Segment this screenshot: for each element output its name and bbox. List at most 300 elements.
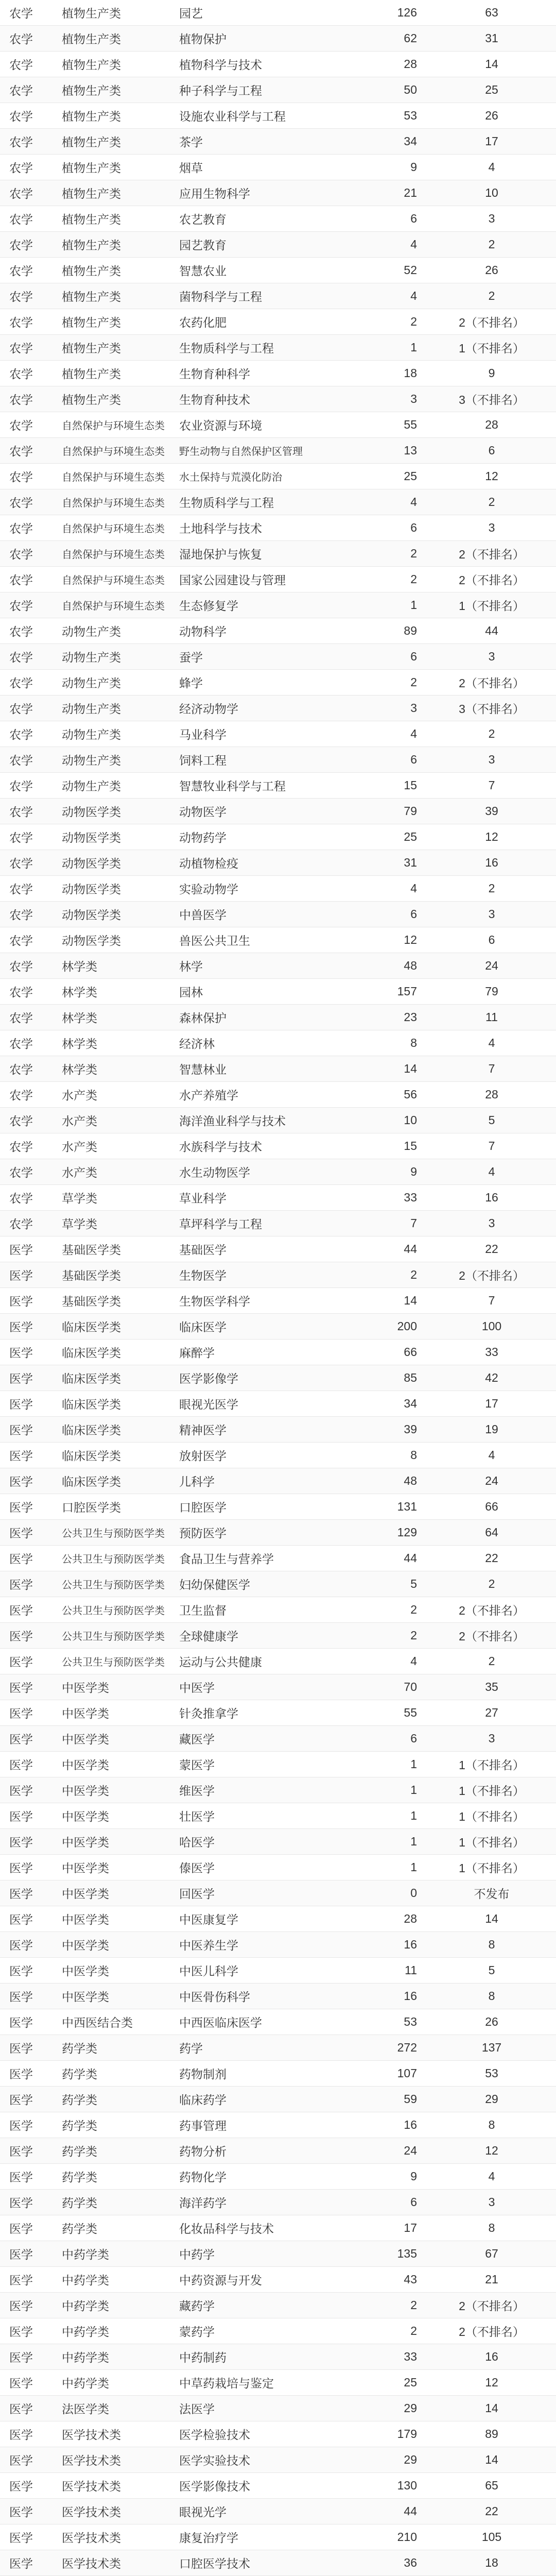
major-cell: 中草药栽培与鉴定 [170,2370,324,2396]
discipline-cell: 农学 [0,953,53,979]
count-cell: 1 [324,592,427,618]
table-row [0,386,556,412]
table-row [0,155,556,180]
count-cell: 89 [324,618,427,644]
table-row [0,309,556,335]
count-cell: 2 [324,541,427,567]
major-cell: 药学 [170,2035,324,2061]
category-cell: 医学技术类 [53,2499,170,2524]
major-cell: 智慧牧业科学与工程 [170,773,324,799]
ranked-cell: 63 [427,0,556,26]
ranked-cell: 1（不排名） [427,592,556,618]
major-cell: 医学影像学 [170,1365,324,1391]
ranked-cell: 7 [427,773,556,799]
ranked-cell: 79 [427,979,556,1005]
count-cell: 44 [324,1236,427,1262]
major-cell: 麻醉学 [170,1340,324,1365]
table-row [0,2112,556,2138]
table-row [0,1571,556,1597]
major-cell: 水族科学与技术 [170,1133,324,1159]
count-cell: 9 [324,1159,427,1185]
category-cell: 药学类 [53,2215,170,2241]
major-cell: 临床医学 [170,1314,324,1340]
category-cell: 动物医学类 [53,824,170,850]
table-row [0,438,556,464]
discipline-cell: 农学 [0,670,53,696]
category-cell: 水产类 [53,1082,170,1108]
count-cell: 56 [324,1082,427,1108]
ranked-cell: 44 [427,618,556,644]
category-cell: 自然保护与环境生态类 [53,464,170,489]
major-cell: 野生动物与自然保护区管理 [170,438,324,464]
table-row [0,1365,556,1391]
count-cell: 4 [324,283,427,309]
count-cell: 43 [324,2267,427,2293]
count-cell: 52 [324,258,427,283]
ranked-cell: 17 [427,1391,556,1417]
category-cell: 口腔医学类 [53,1494,170,1520]
discipline-cell: 医学 [0,1520,53,1546]
table-row [0,2009,556,2035]
category-cell: 林学类 [53,953,170,979]
ranked-cell: 3 [427,515,556,541]
major-cell: 实验动物学 [170,876,324,902]
discipline-cell: 农学 [0,1211,53,1236]
category-cell: 中医学类 [53,1829,170,1855]
table-row [0,2344,556,2370]
ranked-cell: 11 [427,1005,556,1030]
discipline-cell: 农学 [0,541,53,567]
count-cell: 14 [324,1288,427,1314]
discipline-cell: 农学 [0,52,53,77]
category-cell: 基础医学类 [53,1288,170,1314]
count-cell: 272 [324,2035,427,2061]
ranked-cell: 1（不排名） [427,1803,556,1829]
count-cell: 3 [324,696,427,721]
discipline-cell: 农学 [0,1159,53,1185]
discipline-cell: 农学 [0,335,53,361]
count-cell: 44 [324,1546,427,1571]
major-cell: 烟草 [170,155,324,180]
discipline-cell: 医学 [0,2473,53,2499]
count-cell: 53 [324,103,427,129]
table-row [0,1082,556,1108]
category-cell: 中医学类 [53,1726,170,1752]
category-cell: 植物生产类 [53,155,170,180]
category-cell: 中医学类 [53,1674,170,1700]
discipline-cell: 医学 [0,1880,53,1906]
major-cell: 蒙医学 [170,1752,324,1777]
category-cell: 医学技术类 [53,2421,170,2447]
count-cell: 24 [324,2138,427,2164]
major-cell: 医学实验技术 [170,2447,324,2473]
major-cell: 中兽医学 [170,902,324,927]
count-cell: 2 [324,1262,427,1288]
category-cell: 中西医结合类 [53,2009,170,2035]
category-cell: 植物生产类 [53,309,170,335]
category-cell: 公共卫生与预防医学类 [53,1571,170,1597]
table-row [0,1777,556,1803]
ranked-cell: 3 [427,644,556,670]
major-cell: 农业资源与环境 [170,412,324,438]
ranked-cell: 24 [427,953,556,979]
discipline-cell: 农学 [0,644,53,670]
count-cell: 25 [324,464,427,489]
ranked-cell: 28 [427,1082,556,1108]
major-cell: 茶学 [170,129,324,155]
category-cell: 植物生产类 [53,335,170,361]
table-row [0,1597,556,1623]
major-cell: 草坪科学与工程 [170,1211,324,1236]
ranked-cell: 22 [427,1546,556,1571]
table-row [0,52,556,77]
major-cell: 海洋药学 [170,2190,324,2215]
count-cell: 34 [324,129,427,155]
discipline-cell: 农学 [0,206,53,232]
discipline-cell: 医学 [0,2499,53,2524]
count-cell: 2 [324,1597,427,1623]
category-cell: 基础医学类 [53,1236,170,1262]
ranked-cell: 2（不排名） [427,2318,556,2344]
major-cell: 藏医学 [170,1726,324,1752]
category-cell: 动物生产类 [53,670,170,696]
ranked-cell: 16 [427,1185,556,1211]
count-cell: 33 [324,1185,427,1211]
ranked-cell: 1（不排名） [427,1752,556,1777]
discipline-cell: 医学 [0,1494,53,1520]
major-cell: 眼视光学 [170,2499,324,2524]
major-cell: 口腔医学 [170,1494,324,1520]
ranked-cell: 19 [427,1417,556,1443]
table-row [0,1314,556,1340]
discipline-cell: 农学 [0,489,53,515]
table-row [0,2035,556,2061]
count-cell: 66 [324,1340,427,1365]
discipline-cell: 医学 [0,1958,53,1984]
discipline-cell: 医学 [0,2293,53,2318]
count-cell: 29 [324,2447,427,2473]
discipline-cell: 农学 [0,721,53,747]
major-cell: 水产养殖学 [170,1082,324,1108]
table-row [0,2138,556,2164]
category-cell: 自然保护与环境生态类 [53,567,170,592]
ranked-cell: 4 [427,155,556,180]
category-cell: 动物医学类 [53,850,170,876]
discipline-cell: 农学 [0,258,53,283]
discipline-cell: 农学 [0,696,53,721]
count-cell: 1 [324,1855,427,1880]
major-cell: 草业科学 [170,1185,324,1211]
category-cell: 医学技术类 [53,2524,170,2550]
discipline-cell: 农学 [0,77,53,103]
count-cell: 59 [324,2087,427,2112]
discipline-cell: 医学 [0,2035,53,2061]
count-cell: 2 [324,309,427,335]
discipline-cell: 医学 [0,2370,53,2396]
discipline-cell: 医学 [0,1365,53,1391]
major-cell: 医学影像技术 [170,2473,324,2499]
table-row [0,77,556,103]
major-cell: 法医学 [170,2396,324,2421]
ranked-cell: 8 [427,2215,556,2241]
discipline-cell: 医学 [0,1314,53,1340]
discipline-cell: 医学 [0,2061,53,2087]
discipline-cell: 农学 [0,1108,53,1133]
category-cell: 动物医学类 [53,902,170,927]
ranked-cell: 2（不排名） [427,309,556,335]
category-cell: 临床医学类 [53,1468,170,1494]
major-cell: 中医养生学 [170,1932,324,1958]
category-cell: 基础医学类 [53,1262,170,1288]
table-row [0,747,556,773]
count-cell: 6 [324,206,427,232]
ranked-cell: 3 [427,2190,556,2215]
discipline-cell: 医学 [0,1443,53,1468]
discipline-cell: 医学 [0,1649,53,1674]
count-cell: 17 [324,2215,427,2241]
ranked-cell: 1（不排名） [427,1829,556,1855]
ranked-cell: 3（不排名） [427,386,556,412]
count-cell: 10 [324,1108,427,1133]
ranked-cell: 17 [427,129,556,155]
discipline-cell: 医学 [0,2344,53,2370]
major-cell: 农艺教育 [170,206,324,232]
ranked-cell: 14 [427,2447,556,2473]
major-cell: 兽医公共卫生 [170,927,324,953]
table-row [0,180,556,206]
discipline-cell: 医学 [0,1391,53,1417]
major-cell: 生物质科学与工程 [170,335,324,361]
discipline-cell: 医学 [0,1752,53,1777]
category-cell: 植物生产类 [53,232,170,258]
category-cell: 自然保护与环境生态类 [53,489,170,515]
discipline-cell: 农学 [0,927,53,953]
category-cell: 自然保护与环境生态类 [53,438,170,464]
count-cell: 25 [324,824,427,850]
ranked-cell: 2 [427,489,556,515]
major-cell: 中医康复学 [170,1906,324,1932]
major-cell: 哈医学 [170,1829,324,1855]
table-row [0,824,556,850]
table-row [0,2550,556,2576]
category-cell: 植物生产类 [53,77,170,103]
ranked-cell: 24 [427,1468,556,1494]
discipline-cell: 农学 [0,824,53,850]
category-cell: 临床医学类 [53,1443,170,1468]
table-row [0,1211,556,1236]
major-cell: 经济林 [170,1030,324,1056]
table-row [0,2370,556,2396]
ranked-cell: 2（不排名） [427,670,556,696]
count-cell: 70 [324,1674,427,1700]
table-row [0,1236,556,1262]
major-cell: 回医学 [170,1880,324,1906]
major-cell: 森林保护 [170,1005,324,1030]
ranked-cell: 7 [427,1056,556,1082]
major-cell: 动物科学 [170,618,324,644]
discipline-cell: 农学 [0,283,53,309]
table-row [0,232,556,258]
major-cell: 智慧农业 [170,258,324,283]
discipline-cell: 医学 [0,2190,53,2215]
category-cell: 中药学类 [53,2344,170,2370]
ranked-cell: 2（不排名） [427,567,556,592]
table-row [0,721,556,747]
discipline-cell: 农学 [0,129,53,155]
major-cell: 儿科学 [170,1468,324,1494]
count-cell: 2 [324,2318,427,2344]
major-cell: 生物医学科学 [170,1288,324,1314]
count-cell: 8 [324,1030,427,1056]
table-row [0,1803,556,1829]
ranked-cell: 22 [427,1236,556,1262]
category-cell: 水产类 [53,1159,170,1185]
ranked-cell: 7 [427,1133,556,1159]
major-cell: 种子科学与工程 [170,77,324,103]
count-cell: 33 [324,2344,427,2370]
count-cell: 85 [324,1365,427,1391]
count-cell: 28 [324,52,427,77]
table-row [0,335,556,361]
ranked-cell: 3 [427,1726,556,1752]
ranked-cell: 26 [427,103,556,129]
category-cell: 临床医学类 [53,1391,170,1417]
discipline-cell: 农学 [0,592,53,618]
table-row [0,1855,556,1880]
count-cell: 1 [324,1777,427,1803]
count-cell: 29 [324,2396,427,2421]
major-cell: 中医学 [170,1674,324,1700]
category-cell: 水产类 [53,1108,170,1133]
count-cell: 21 [324,180,427,206]
count-cell: 2 [324,670,427,696]
category-cell: 中医学类 [53,1906,170,1932]
major-cell: 维医学 [170,1777,324,1803]
count-cell: 6 [324,902,427,927]
ranked-cell: 35 [427,1674,556,1700]
ranked-cell: 7 [427,1288,556,1314]
count-cell: 23 [324,1005,427,1030]
discipline-cell: 医学 [0,1803,53,1829]
ranked-cell: 89 [427,2421,556,2447]
discipline-cell: 医学 [0,2138,53,2164]
table-row [0,670,556,696]
table-row [0,2215,556,2241]
major-cell: 妇幼保健医学 [170,1571,324,1597]
table-row [0,1391,556,1417]
count-cell: 179 [324,2421,427,2447]
count-cell: 48 [324,1468,427,1494]
category-cell: 自然保护与环境生态类 [53,412,170,438]
discipline-cell: 医学 [0,1262,53,1288]
ranked-cell: 1（不排名） [427,1777,556,1803]
major-cell: 饲料工程 [170,747,324,773]
ranked-cell: 31 [427,26,556,52]
table-row [0,283,556,309]
table-row [0,2061,556,2087]
major-cell: 生态修复学 [170,592,324,618]
table-row [0,2318,556,2344]
category-cell: 中医学类 [53,1700,170,1726]
count-cell: 1 [324,335,427,361]
table-row [0,1984,556,2009]
count-cell: 4 [324,876,427,902]
table-row [0,1417,556,1443]
count-cell: 4 [324,721,427,747]
table-row [0,464,556,489]
major-cell: 马业科学 [170,721,324,747]
ranked-cell: 2（不排名） [427,541,556,567]
category-cell: 动物生产类 [53,644,170,670]
discipline-cell: 农学 [0,1056,53,1082]
major-cell: 生物育种科学 [170,361,324,386]
discipline-cell: 农学 [0,902,53,927]
ranked-cell: 2（不排名） [427,1597,556,1623]
count-cell: 1 [324,1752,427,1777]
major-cell: 生物育种技术 [170,386,324,412]
table-row [0,1262,556,1288]
table-row [0,1288,556,1314]
discipline-cell: 医学 [0,1571,53,1597]
count-cell: 18 [324,361,427,386]
major-cell: 中药资源与开发 [170,2267,324,2293]
category-cell: 植物生产类 [53,206,170,232]
ranked-cell: 1（不排名） [427,335,556,361]
table-row [0,1674,556,1700]
ranked-cell: 2 [427,1571,556,1597]
major-cell: 壮医学 [170,1803,324,1829]
major-cell: 动物医学 [170,799,324,824]
category-cell: 植物生产类 [53,26,170,52]
category-cell: 公共卫生与预防医学类 [53,1623,170,1649]
count-cell: 2 [324,567,427,592]
discipline-cell: 医学 [0,1932,53,1958]
major-cell: 药物制剂 [170,2061,324,2087]
table-row [0,1546,556,1571]
category-cell: 临床医学类 [53,1417,170,1443]
ranked-cell: 12 [427,464,556,489]
category-cell: 公共卫生与预防医学类 [53,1597,170,1623]
category-cell: 植物生产类 [53,103,170,129]
count-cell: 16 [324,1984,427,2009]
discipline-cell: 医学 [0,2112,53,2138]
table-row [0,0,556,26]
discipline-cell: 农学 [0,309,53,335]
ranked-cell: 105 [427,2524,556,2550]
category-cell: 植物生产类 [53,258,170,283]
ranked-cell: 2 [427,876,556,902]
count-cell: 3 [324,386,427,412]
major-cell: 海洋渔业科学与技术 [170,1108,324,1133]
major-cell: 眼视光医学 [170,1391,324,1417]
table-row [0,2447,556,2473]
count-cell: 210 [324,2524,427,2550]
count-cell: 6 [324,2190,427,2215]
count-cell: 53 [324,2009,427,2035]
table-row [0,2241,556,2267]
category-cell: 林学类 [53,979,170,1005]
ranked-cell: 12 [427,824,556,850]
ranked-cell: 21 [427,2267,556,2293]
discipline-cell: 农学 [0,103,53,129]
ranked-cell: 137 [427,2035,556,2061]
discipline-cell: 农学 [0,464,53,489]
count-cell: 12 [324,927,427,953]
count-cell: 15 [324,1133,427,1159]
category-cell: 自然保护与环境生态类 [53,541,170,567]
ranked-cell: 6 [427,927,556,953]
category-cell: 药学类 [53,2138,170,2164]
